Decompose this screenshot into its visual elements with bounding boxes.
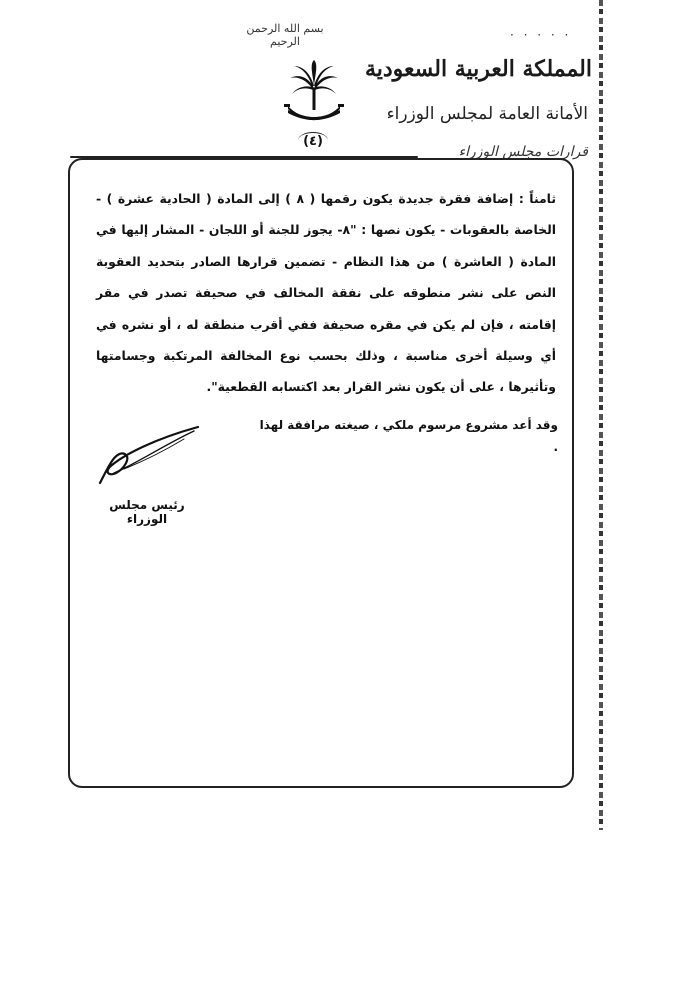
letterhead-kingdom: المملكة العربية السعودية (364, 56, 592, 82)
clause-label: ثامناً : (518, 191, 556, 206)
clause-text: إضافة فقرة جديدة يكون رقمها ( ٨ ) إلى المادة ( الحادية عشرة ) - الخاصة بالعقوبات - يكون نصها : "٨- يجوز للجنة أو اللجان - المشار إليها في المادة ( العاشرة ) من هذا النظام - تضمين قرارها الصادر بتحديد العقوبة النص على نشر منطوقه على نفقة المخالف في صحيفة تصدر في مقر إقامته ، فإن لم يكن في مقره صحيفة ففي أقرب منطقة له ، أو نشره في أي وسيلة أخرى مناسبة ، وذلك بحسب نوع المخالفة المرتكبة وجسامتها وتأثيرها ، على أن يكون نشر القرار بعد اكتسابه القطعية". (96, 191, 556, 395)
scan-edge-artifact (599, 0, 603, 830)
scan-dots: · · · · · (510, 28, 572, 42)
closing-sentence: وقد أعد مشروع مرسوم ملكي ، صيغته مرافقة لهذا . (259, 418, 558, 454)
clause-paragraph (96, 183, 556, 403)
signatory-title: رئيس مجلس الوزراء (109, 498, 185, 526)
handwritten-signature (94, 425, 204, 490)
basmala: بسم الله الرحمن الرحيم (246, 22, 324, 48)
palm-swords-emblem (282, 58, 346, 130)
page-number: (٤) (298, 132, 328, 153)
letterhead-secretariat: الأمانة العامة لمجلس الوزراء (386, 104, 588, 124)
letterhead-section: قرارات مجلس الوزراء (458, 144, 588, 160)
